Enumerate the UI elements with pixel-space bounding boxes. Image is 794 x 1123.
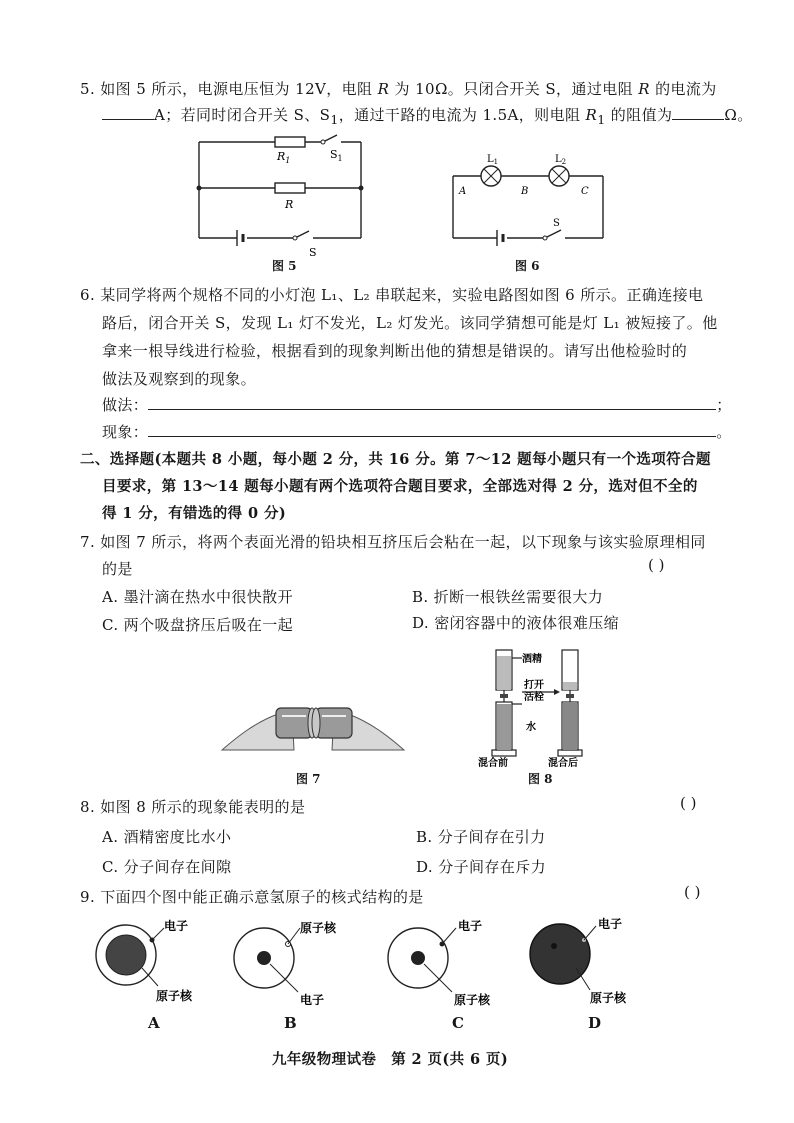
figure-8-caption: 图 8 [528, 772, 553, 786]
figure-5-caption: 图 5 [272, 259, 297, 273]
q6-method-row: 做法： ； [102, 396, 732, 414]
q7-option-b[interactable]: B. 折断一根铁丝需要很大力 [412, 588, 604, 606]
svg-text:A: A [459, 186, 467, 197]
section2-line2: 目要求，第 13～14 题每小题有两个选项符合题目要求，全部选对得 2 分，选对但不全的 [102, 478, 698, 495]
q7-answer-paren[interactable]: ( ) [648, 556, 665, 574]
q6-line1: 6. 某同学将两个规格不同的小灯泡 L₁、L₂ 串联起来，实验电路图如图 6 所示。正确连接电 [80, 286, 704, 304]
svg-text:混合前: 混合前 [478, 758, 508, 767]
atom-diagram-d[interactable] [520, 910, 650, 1010]
section2-line1: 二、选择题(本题共 8 小题，每小题 2 分，共 16 分。第 7～12 题每小题只有一个选项符合题 [80, 451, 711, 468]
figure-6-caption: 图 6 [515, 259, 540, 273]
q7-option-d[interactable]: D. 密闭容器中的液体很难压缩 [412, 614, 620, 632]
q6-line2: 路后，闭合开关 S，发现 L₁ 灯不发光，L₂ 灯发光。该同学猜想可能是灯 L₁ 被短接了。他 [102, 314, 718, 332]
q6-line4: 做法及观察到的现象。 [102, 370, 257, 388]
svg-text:S: S [553, 218, 560, 229]
svg-text:B: B [521, 186, 529, 197]
q7-option-a[interactable]: A. 墨汁滴在热水中很快散开 [102, 588, 293, 606]
q7-stem-line2: 的是 [102, 560, 133, 578]
figure-8-mixing [476, 642, 596, 767]
svg-text:原子核: 原子核 [454, 993, 491, 1007]
svg-text:原子核: 原子核 [300, 921, 337, 935]
svg-text:电子: 电子 [164, 919, 189, 933]
svg-text:R1: $R_1$ [277, 150, 291, 165]
resistor-r [275, 183, 305, 193]
q5-answer-blank-1[interactable] [102, 105, 154, 120]
atom-label-d: D [588, 1014, 602, 1032]
svg-text:酒精: 酒精 [522, 654, 542, 665]
q6-line3: 拿来一根导线进行检验，根据看到的现象判断出他的猜想是错误的。请写出他检验时的 [102, 342, 688, 360]
resistor-r1 [275, 137, 305, 147]
section2-line3: 得 1 分，有错选的得 0 分) [102, 505, 287, 522]
svg-text:S: S [309, 246, 317, 259]
page-footer: 九年级物理试卷 第 2 页(共 6 页) [272, 1051, 509, 1068]
svg-text:C: C [581, 186, 589, 197]
atom-label-c: C [452, 1014, 465, 1032]
q8-option-b[interactable]: B. 分子间存在引力 [416, 828, 546, 846]
svg-text:原子核: 原子核 [590, 991, 627, 1005]
q8-stem: 8. 如图 8 所示的现象能表明的是 [80, 798, 306, 816]
atom-label-b: B [284, 1014, 298, 1032]
svg-text:电子: 电子 [458, 919, 483, 933]
figure-7-caption: 图 7 [296, 772, 321, 786]
svg-text:水: 水 [526, 722, 536, 733]
svg-text:混合后: 混合后 [548, 758, 578, 767]
q7-stem-line1: 7. 如图 7 所示，将两个表面光滑的铅块相互挤压后会粘在一起，以下现象与该实验原理相同 [80, 533, 706, 551]
q5-answer-blank-2[interactable] [672, 105, 724, 120]
svg-text:L1: $L_1$ [487, 154, 499, 166]
q8-answer-paren[interactable]: ( ) [680, 794, 697, 812]
atom-label-a: A [148, 1014, 161, 1032]
svg-text:电子: 电子 [598, 917, 623, 931]
q8-option-d[interactable]: D. 分子间存在斥力 [416, 858, 547, 876]
svg-text:打开: 打开 [524, 680, 544, 691]
q5-line1: 5. 如图 5 所示，电源电压恒为 12V，电阻 R 为 10Ω。只闭合开关 S，通过电阻 R 的电流为 [80, 80, 717, 98]
atom-diagram-a[interactable] [92, 910, 212, 1010]
q9-stem: 9. 下面四个图中能正确示意氢原子的核式结构的是 [80, 888, 424, 906]
q8-option-c[interactable]: C. 分子间存在间隙 [102, 858, 232, 876]
q8-option-a[interactable]: A. 酒精密度比水小 [102, 828, 232, 846]
svg-text:活栓: 活栓 [524, 692, 544, 703]
q9-answer-paren[interactable]: ( ) [684, 883, 701, 901]
svg-text:L2: $L_2$ [555, 154, 567, 166]
q7-option-c[interactable]: C. 两个吸盘挤压后吸在一起 [102, 616, 294, 634]
svg-text:S1: $S_1$ [330, 148, 343, 163]
figure-7-lead-blocks [218, 692, 408, 760]
atom-diagram-b[interactable] [228, 910, 358, 1010]
svg-text:R: R [285, 198, 294, 211]
svg-text:电子: 电子 [300, 993, 325, 1007]
q6-phenomenon-row: 现象： 。 [102, 423, 732, 441]
q5-line2: A；若同时闭合开关 S、$S_1$，通过干路的电流为 1.5A，则电阻 $R_1$ 的阻值为 Ω。 [102, 104, 753, 127]
q6-method-blank[interactable] [148, 395, 716, 410]
q6-phenomenon-blank[interactable] [148, 422, 716, 437]
figure-5-circuit [185, 128, 375, 273]
atom-diagram-c[interactable] [382, 910, 512, 1010]
figure-6-circuit [445, 150, 615, 250]
svg-text:原子核: 原子核 [156, 989, 193, 1003]
